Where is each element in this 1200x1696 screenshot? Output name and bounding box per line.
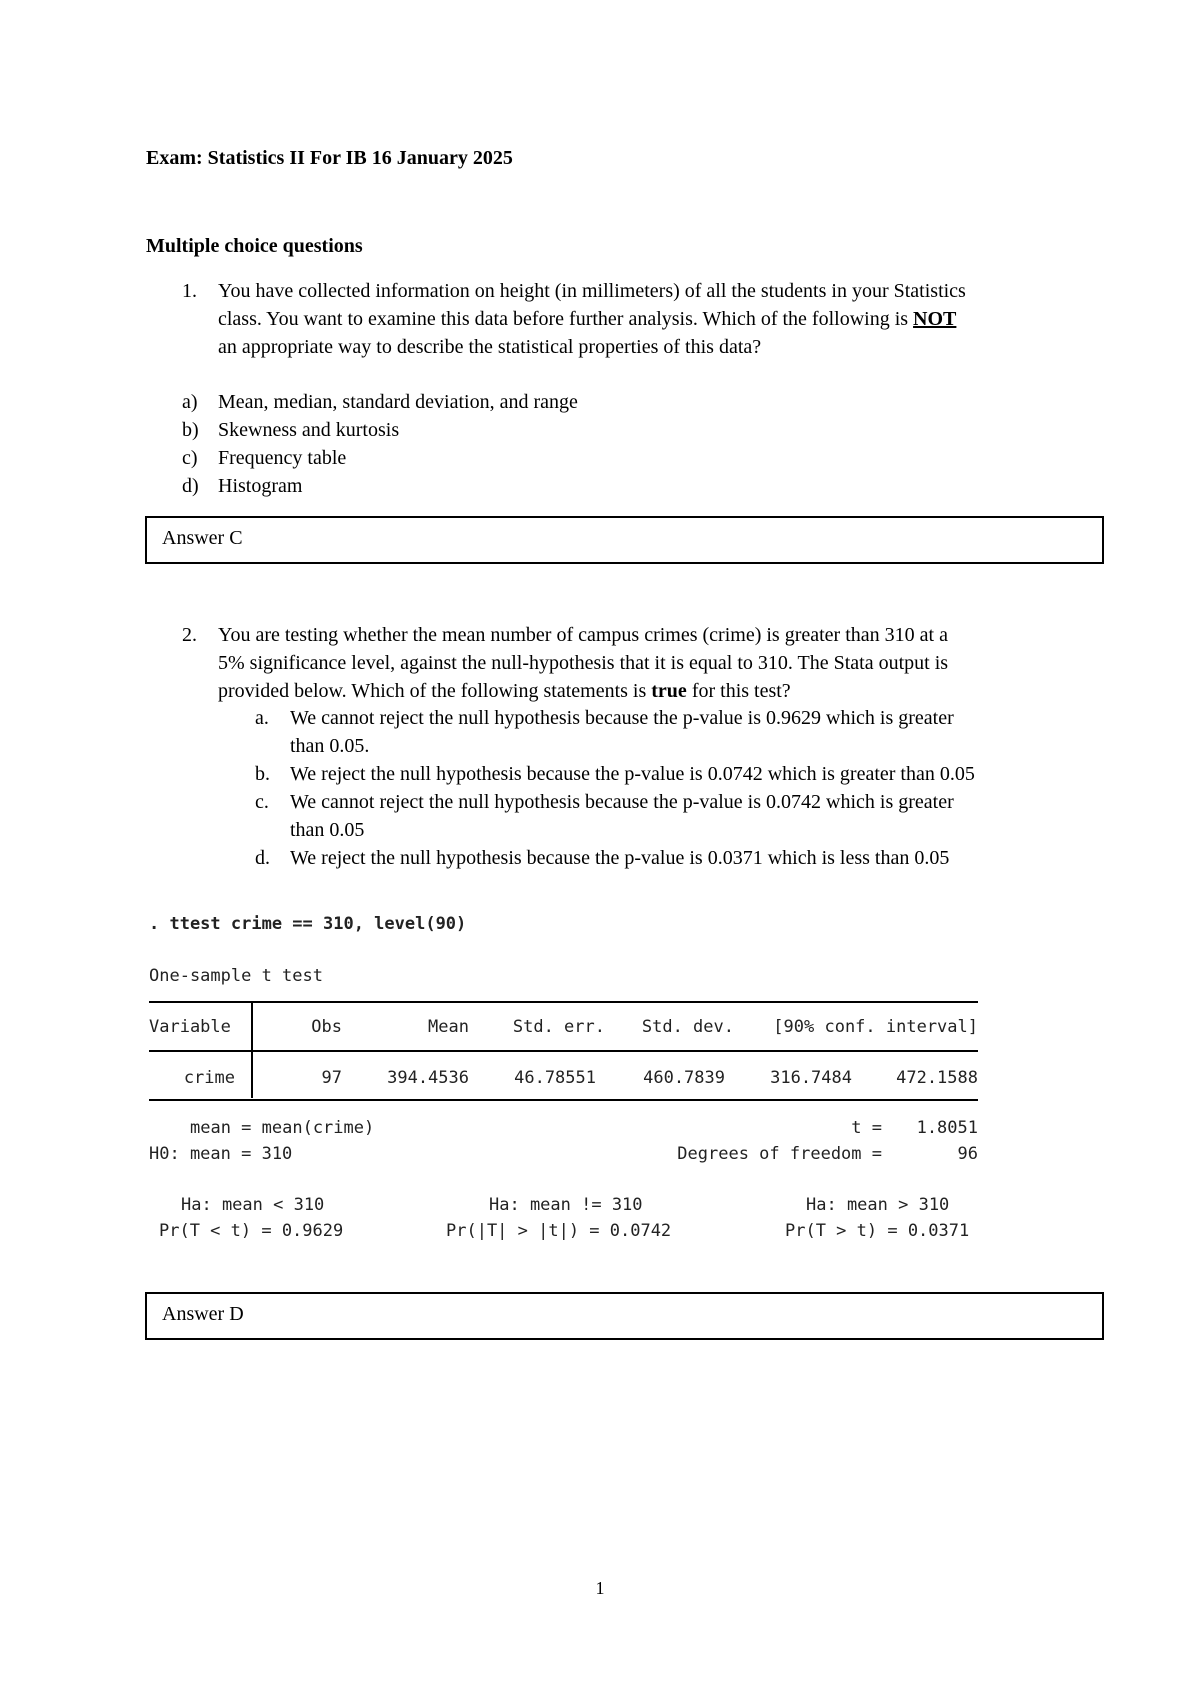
question-text-line: 5% significance level, against the null-hypothesis that it is equal to 310. The Stata output is: [218, 652, 949, 674]
df-label: Degrees of freedom =: [677, 1144, 882, 1164]
option-text: We reject the null hypothesis because the p-value is 0.0742 which is greater than 0.05: [290, 763, 975, 785]
question-text-line: You are testing whether the mean number of campus crimes (crime) is greater than 310 at a: [218, 624, 948, 646]
option-text: Skewness and kurtosis: [218, 419, 400, 441]
question-text-segment: provided below. Which of the following statements is: [218, 680, 647, 702]
p-value-right: Pr(T > t) = 0.0371: [785, 1221, 970, 1241]
table-cell-ci-high: 472.1588: [896, 1068, 978, 1088]
option-label: d.: [255, 847, 270, 869]
table-cell-obs: 97: [321, 1068, 342, 1088]
option-text: Histogram: [218, 475, 303, 497]
alt-hypothesis-two: Ha: mean != 310: [489, 1195, 643, 1215]
option-label: d): [182, 475, 199, 497]
p-value-left: Pr(T < t) = 0.9629: [159, 1221, 344, 1241]
stata-heading: One-sample t test: [149, 966, 323, 986]
exam-title: Exam: Statistics II For IB 16 January 2025: [146, 147, 513, 169]
table-top-rule: [149, 1001, 978, 1003]
option-label: a): [182, 391, 198, 413]
option-text: We cannot reject the null hypothesis because the p-value is 0.0742 which is greater: [290, 791, 954, 813]
column-header: Variable: [149, 1017, 231, 1037]
question-text-line: You have collected information on height (in millimeters) of all the students in your Statistics: [218, 280, 966, 302]
question-number: 1.: [182, 280, 197, 302]
answer-text: Answer C: [162, 527, 243, 549]
null-hypothesis: H0: mean = 310: [149, 1144, 293, 1164]
table-cell-variable: crime: [183, 1068, 235, 1088]
table-cell-std-err: 46.78551: [514, 1068, 596, 1088]
option-text: Frequency table: [218, 447, 347, 469]
table-cell-std-dev: 460.7839: [643, 1068, 725, 1088]
answer-text: Answer D: [162, 1303, 244, 1325]
t-label: t =: [851, 1118, 882, 1138]
column-header: Std. err.: [512, 1017, 605, 1037]
question-text-segment: for this test?: [691, 680, 791, 702]
question-number: 2.: [182, 624, 197, 646]
table-cell-mean: 394.4536: [387, 1068, 469, 1088]
column-header: Mean: [428, 1017, 469, 1037]
column-header: Std. dev.: [641, 1017, 734, 1037]
alt-hypothesis-right: Ha: mean > 310: [806, 1195, 950, 1215]
column-header: [90% conf. interval]: [773, 1017, 978, 1037]
stata-command: . ttest crime == 310, level(90): [149, 914, 467, 934]
section-heading: Multiple choice questions: [146, 235, 363, 257]
mean-definition: mean = mean(crime): [190, 1118, 375, 1138]
question-text-segment: class. You want to examine this data before further analysis. Which of the following is: [218, 308, 909, 330]
option-text: than 0.05.: [290, 735, 370, 757]
answer-box: [145, 1292, 1104, 1340]
emphasis-true: true: [651, 680, 687, 702]
option-label: a.: [255, 707, 269, 729]
question-text-line: an appropriate way to describe the statistical properties of this data?: [218, 336, 762, 358]
table-bottom-rule: [149, 1099, 978, 1101]
t-value: 1.8051: [916, 1118, 978, 1138]
option-label: b): [182, 419, 199, 441]
answer-box: [145, 516, 1104, 564]
option-label: c.: [255, 791, 269, 813]
option-text: than 0.05: [290, 819, 365, 841]
p-value-two: Pr(|T| > |t|) = 0.0742: [446, 1221, 672, 1241]
table-cell-ci-low: 316.7484: [770, 1068, 852, 1088]
table-header-rule: [149, 1050, 978, 1052]
option-label: c): [182, 447, 198, 469]
emphasis-not: NOT: [913, 308, 957, 330]
question-text-line: [218, 680, 791, 703]
option-text: We reject the null hypothesis because the p-value is 0.0371 which is less than 0.05: [290, 847, 950, 869]
option-label: b.: [255, 763, 270, 785]
question-text-line: [218, 308, 956, 331]
alt-hypothesis-left: Ha: mean < 310: [181, 1195, 325, 1215]
option-text: We cannot reject the null hypothesis because the p-value is 0.9629 which is greater: [290, 707, 954, 729]
option-text: Mean, median, standard deviation, and range: [218, 391, 578, 413]
column-header: Obs: [311, 1017, 342, 1037]
page-number: 1: [595, 1578, 605, 1598]
df-value: 96: [957, 1144, 978, 1164]
